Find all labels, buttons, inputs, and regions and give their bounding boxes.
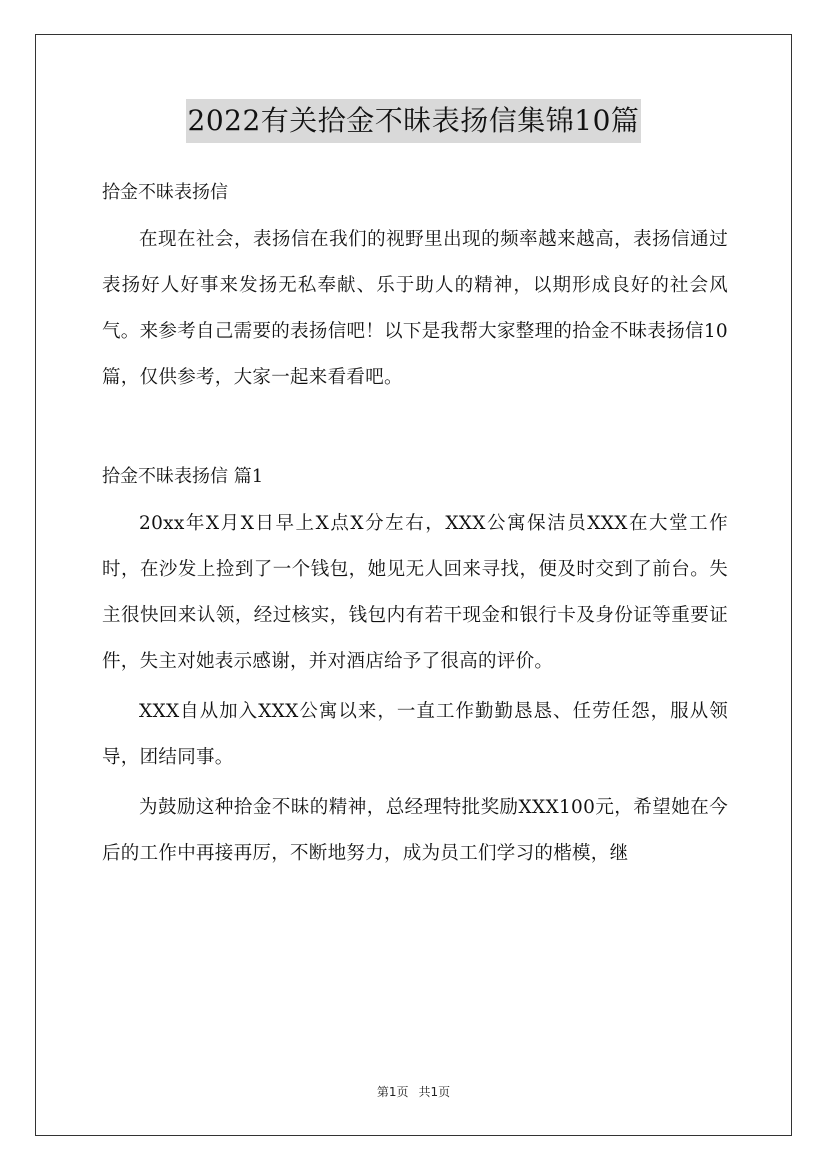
section1-heading: 拾金不昧表扬信 篇1 (102, 466, 264, 487)
page-footer (0, 1083, 827, 1101)
page-number: 第1页 (376, 1085, 409, 1099)
document-body (102, 173, 728, 877)
section1-paragraph-3: 为鼓励这种拾金不昧的精神，总经理特批奖励XXX100元，希望她在今后的工作中再接再厉，不断地努力，成为员工们学习的楷模，继 (102, 797, 728, 864)
intro-paragraph: 在现在社会，表扬信在我们的视野里出现的频率越来越高，表扬信通过表扬好人好事来发扬无私奉献、乐于助人的精神，以期形成良好的社会风气。来参考自己需要的表扬信吧！以下是我帮大家整理的拾金不昧表扬信10篇，仅供参考，大家一起来看看吧。 (102, 229, 728, 388)
page-total: 共1页 (418, 1085, 451, 1099)
section1-paragraph-1: 20xx年X月X日早上X点X分左右，XXX公寓保洁员XXX在大堂工作时，在沙发上捡到了一个钱包，她见无人回来寻找，便及时交到了前台。失主很快回来认领，经过核实，钱包内有若干现金和银行卡及身份证等重要证件，失主对她表示感谢，并对酒店给予了很高的评价。 (102, 513, 728, 672)
document-title: 2022有关拾金不昧表扬信集锦10篇 (186, 99, 642, 143)
section1-paragraph-2: XXX自从加入XXX公寓以来，一直工作勤勤恳恳、任劳任怨，服从领导，团结同事。 (102, 701, 728, 768)
title-container (0, 99, 827, 143)
intro-heading: 拾金不昧表扬信 (102, 182, 228, 203)
